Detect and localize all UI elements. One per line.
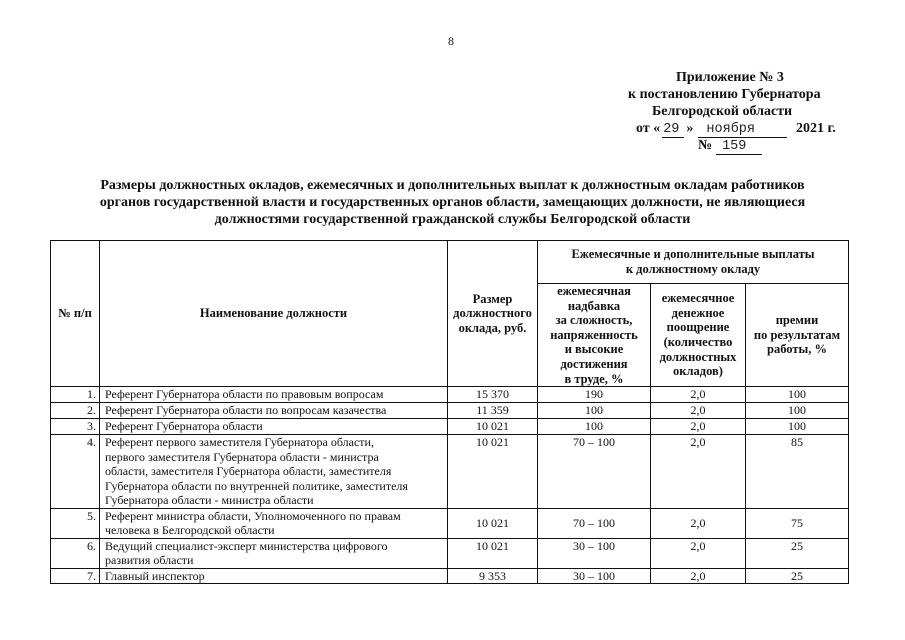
allowance-value: 30 – 100 (538, 568, 651, 584)
header-num: № п/п (51, 241, 100, 387)
appendix-title: Приложение № 3 (676, 70, 784, 85)
appendix-resolution-line: к постановлению Губернатора (628, 87, 821, 102)
salary-value: 10 021 (448, 538, 538, 568)
header-name: Наименование должности (100, 241, 448, 387)
row-number: 3. (51, 419, 100, 435)
header-payments-group: Ежемесячные и дополнительные выплаты к должностному окладу (538, 241, 849, 284)
row-number: 5. (51, 508, 100, 538)
table-row (51, 508, 849, 538)
table-row (51, 568, 849, 584)
salary-value: 10 021 (448, 435, 538, 509)
position-name: Референт первого заместителя Губернатора области, первого заместителя Губернатора области - министра области, заместителя Губернатора области, заместителя Губернатора области по внутренней политике, заместителя Губернатора области - министра области (100, 435, 448, 509)
bonus-value: 100 (746, 419, 849, 435)
salary-value: 9 353 (448, 568, 538, 584)
allowance-value: 190 (538, 387, 651, 403)
bonus-value: 25 (746, 568, 849, 584)
header-salary: Размер должностного оклада, руб. (448, 241, 538, 387)
table-row (51, 435, 849, 509)
number-sign: № (698, 138, 713, 153)
incentive-value: 2,0 (651, 435, 746, 509)
row-number: 2. (51, 403, 100, 419)
date-prefix: от « (636, 121, 661, 136)
appendix-date-line (636, 120, 836, 138)
bonus-value: 85 (746, 435, 849, 509)
header-incentive: ежемесячное денежное поощрение (количество должностных окладов) (651, 284, 746, 387)
salary-value: 10 021 (448, 508, 538, 538)
date-closing-quote: » (686, 121, 694, 136)
allowance-value: 70 – 100 (538, 435, 651, 509)
date-year: 2021 г. (796, 121, 836, 136)
salary-value: 15 370 (448, 387, 538, 403)
table-row (51, 403, 849, 419)
position-name: Референт Губернатора области по вопросам казачества (100, 403, 448, 419)
header-allowance: ежемесячная надбавка за сложность, напряженность и высокие достижения в труде, % (538, 284, 651, 387)
bonus-value: 100 (746, 403, 849, 419)
incentive-value: 2,0 (651, 403, 746, 419)
position-name: Главный инспектор (100, 568, 448, 584)
table-row (51, 387, 849, 403)
allowance-value: 70 – 100 (538, 508, 651, 538)
incentive-value: 2,0 (651, 419, 746, 435)
row-number: 1. (51, 387, 100, 403)
salary-value: 11 359 (448, 403, 538, 419)
bonus-value: 25 (746, 538, 849, 568)
allowance-value: 30 – 100 (538, 538, 651, 568)
salary-table (50, 240, 849, 584)
incentive-value: 2,0 (651, 568, 746, 584)
bonus-value: 100 (746, 387, 849, 403)
page-number: 8 (448, 34, 454, 48)
row-number: 7. (51, 568, 100, 584)
bonus-value: 75 (746, 508, 849, 538)
header-bonus: премии по результатам работы, % (746, 284, 849, 387)
salary-value: 10 021 (448, 419, 538, 435)
table-header-row (51, 241, 849, 284)
position-name: Референт Губернатора области (100, 419, 448, 435)
date-month: ноября (698, 122, 787, 138)
date-day: 29 (662, 122, 684, 138)
incentive-value: 2,0 (651, 508, 746, 538)
allowance-value: 100 (538, 403, 651, 419)
incentive-value: 2,0 (651, 387, 746, 403)
table-row (51, 538, 849, 568)
appendix-number-line (698, 137, 762, 155)
table-row (51, 419, 849, 435)
position-name: Референт министра области, Уполномоченного по правам человека в Белгородской области (100, 508, 448, 538)
document-title: Размеры должностных окладов, ежемесячных и дополнительных выплат к должностным окладам работников органов государственной власти и государственных органов области, замещающих должности, не являющиеся должностями государственной гражданской службы Белгородской области (99, 178, 806, 227)
row-number: 4. (51, 435, 100, 509)
appendix-region-line: Белгородской области (652, 104, 793, 119)
allowance-value: 100 (538, 419, 651, 435)
resolution-number: 159 (716, 139, 762, 155)
position-name: Референт Губернатора области по правовым вопросам (100, 387, 448, 403)
row-number: 6. (51, 538, 100, 568)
incentive-value: 2,0 (651, 538, 746, 568)
position-name: Ведущий специалист-эксперт министерства цифрового развития области (100, 538, 448, 568)
